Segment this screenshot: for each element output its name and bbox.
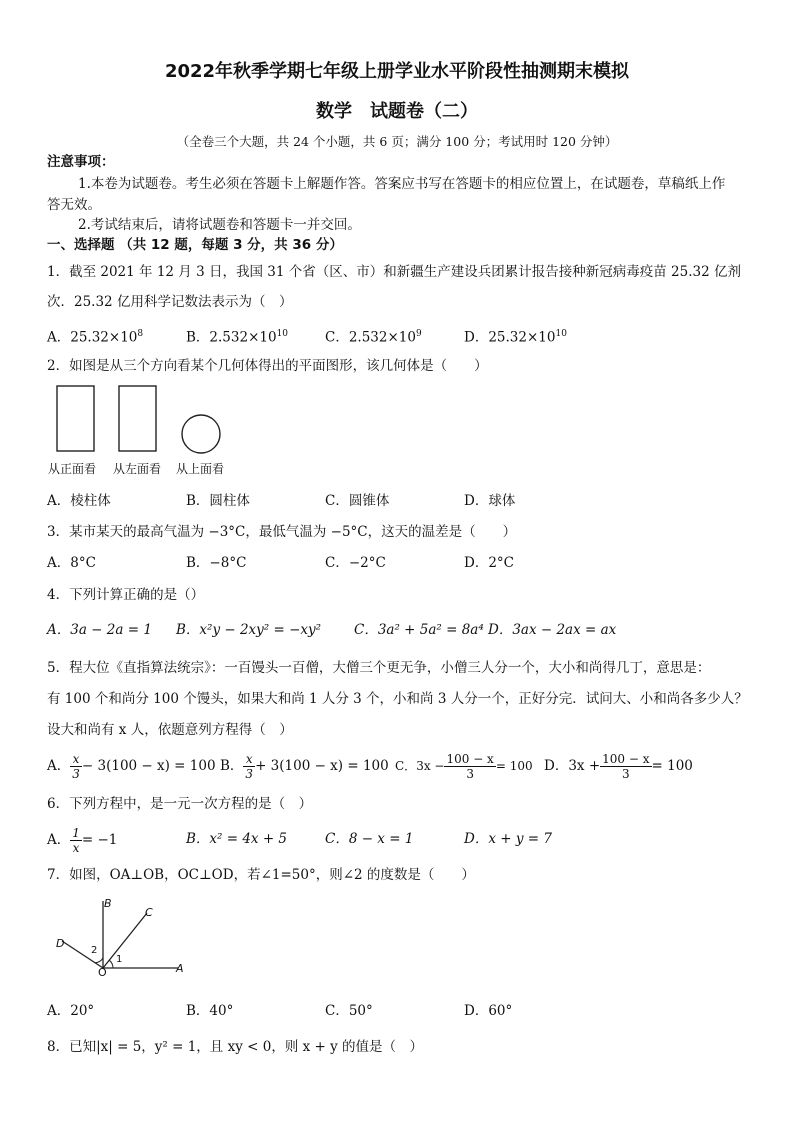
- q2-view-front-label: 从正面看: [48, 462, 97, 476]
- q7-angle-figure: [50, 893, 190, 978]
- q1-line-2: 次．25.32 亿用科学记数法表示为（ ）: [47, 294, 293, 310]
- q3-option-b: B．−8°C: [186, 555, 247, 571]
- q3-stem: 3．某市某天的最高气温为 −3°C，最低气温为 −5°C，这天的温差是（ ）: [47, 524, 517, 540]
- left-view-rectangle: [119, 386, 156, 451]
- q5-option-d: D．3x + $\frac{100 - x}{3}$ = 100: [544, 752, 693, 781]
- q4-option-d: D．3ax − 2ax = ax: [488, 622, 617, 638]
- q6-option-d: D．x + y = 7: [464, 831, 552, 847]
- q5-option-a: A． $\frac{x}{3}$ − 3(100 − x) = 100: [47, 752, 216, 781]
- q5-line-3: 设大和尚有 x 人，依题意列方程得（ ）: [47, 722, 293, 738]
- ray-oc: [103, 913, 147, 968]
- exam-info: （全卷三个大题，共 24 个小题，共 6 页；满分 100 分；考试用时 120 分钟）: [176, 134, 618, 149]
- q6-option-c: C．8 − x = 1: [325, 831, 414, 847]
- q2-option-d: D．球体: [464, 493, 516, 509]
- notes-heading: 注意事项：: [47, 154, 115, 170]
- q6-option-b: B．x² = 4x + 5: [186, 831, 288, 847]
- q7-label-d: D: [56, 937, 65, 950]
- exam-title: 2022年秋季学期七年级上册学业水平阶段性抽测期末模拟: [164, 61, 630, 82]
- q7-label-angle-2: 2: [91, 945, 98, 956]
- q3-option-d: D．2°C: [464, 555, 514, 571]
- q6-stem: 6．下列方程中，是一元一次方程的是（ ）: [47, 796, 313, 812]
- exam-subtitle: 数学 试题卷（二）: [316, 101, 478, 122]
- q7-label-angle-1: 1: [116, 954, 123, 965]
- q7-stem: 7．如图，OA⊥OB，OC⊥OD，若∠1=50°，则∠2 的度数是（ ）: [47, 867, 475, 883]
- section-1-heading: 一、选择题 （共 12 题，每题 3 分，共 36 分）: [47, 237, 343, 253]
- q7-label-o: O: [98, 966, 107, 979]
- q7-option-c: C．50°: [325, 1003, 373, 1019]
- q3-option-c: C．−2°C: [325, 555, 386, 571]
- q2-option-a: A．棱柱体: [47, 493, 111, 509]
- q7-label-b: B: [104, 897, 112, 910]
- q7-label-c: C: [145, 906, 153, 919]
- notes-line-2: 2.考试结束后，请将试题卷和答题卡一并交回。: [78, 217, 361, 233]
- q2-stem: 2．如图是从三个方向看某个几何体得出的平面图形，该几何体是（ ）: [47, 358, 488, 374]
- top-view-circle: [182, 415, 220, 453]
- angle-1-arc: [109, 960, 113, 968]
- q1-option-b: B．$2.532\times 10^{10}$: [186, 329, 289, 346]
- q5-line-2: 有 100 个和尚分 100 个馒头，如果大和尚 1 人分 3 个，小和尚 3 人分一个，正好分完．试问大、小和尚各多少人？: [47, 691, 748, 707]
- q4-stem: 4．下列计算正确的是（）: [47, 587, 205, 603]
- q4-option-c: C．3a² + 5a² = 8a⁴: [354, 622, 484, 638]
- q1-option-c: C．$2.532\times 10^9$: [325, 329, 422, 346]
- q1-line-1: 1．截至 2021 年 12 月 3 日，我国 31 个省（区、市）和新疆生产建设兵团累计报告接种新冠病毒疫苗 25.32 亿剂: [47, 264, 741, 280]
- q2-figure: [50, 383, 230, 455]
- q7-label-a: A: [176, 962, 184, 975]
- q5-option-c: C．3x − $\frac{100 - x}{3}$ = 100: [395, 752, 533, 781]
- q5-line-1: 5．程大位《直指算法统宗》：一百馒头一百僧，大僧三个更无争，小僧三人分一个，大小和尚得几丁，意思是：: [47, 660, 711, 676]
- notes-line-1: 1.本卷为试题卷。考生必须在答题卡上解题作答。答案应书写在答题卡的相应位置上，在试题卷，草稿纸上作: [78, 176, 726, 192]
- q7-option-d: D．60°: [464, 1003, 513, 1019]
- q5-option-b: B． $\frac{x}{3}$ + 3(100 − x) = 100: [220, 752, 389, 781]
- q4-option-a: A．3a − 2a = 1: [47, 622, 152, 638]
- q6-option-a: A． $\frac{1}{x}$ = −1: [47, 826, 118, 855]
- q7-option-b: B．40°: [186, 1003, 234, 1019]
- q7-option-a: A．20°: [47, 1003, 95, 1019]
- q3-option-a: A．8°C: [47, 555, 96, 571]
- front-view-rectangle: [57, 386, 94, 451]
- q2-option-b: B．圆柱体: [186, 493, 250, 509]
- q2-view-top-label: 从上面看: [176, 462, 225, 476]
- q2-view-left-label: 从左面看: [113, 462, 162, 476]
- notes-line-1b: 答无效。: [47, 197, 101, 213]
- q8-stem: 8．已知|x| = 5，y² = 1，且 xy < 0，则 x + y 的值是（ ）: [47, 1039, 424, 1055]
- q4-option-b: B．x²y − 2xy² = −xy²: [176, 622, 322, 638]
- q1-option-d: D．$25.32\times 10^{10}$: [464, 329, 567, 346]
- q1-option-a: A．$25.32\times 10^8$: [47, 329, 144, 346]
- angle-2-arc: [95, 958, 103, 963]
- q2-option-c: C．圆锥体: [325, 493, 390, 509]
